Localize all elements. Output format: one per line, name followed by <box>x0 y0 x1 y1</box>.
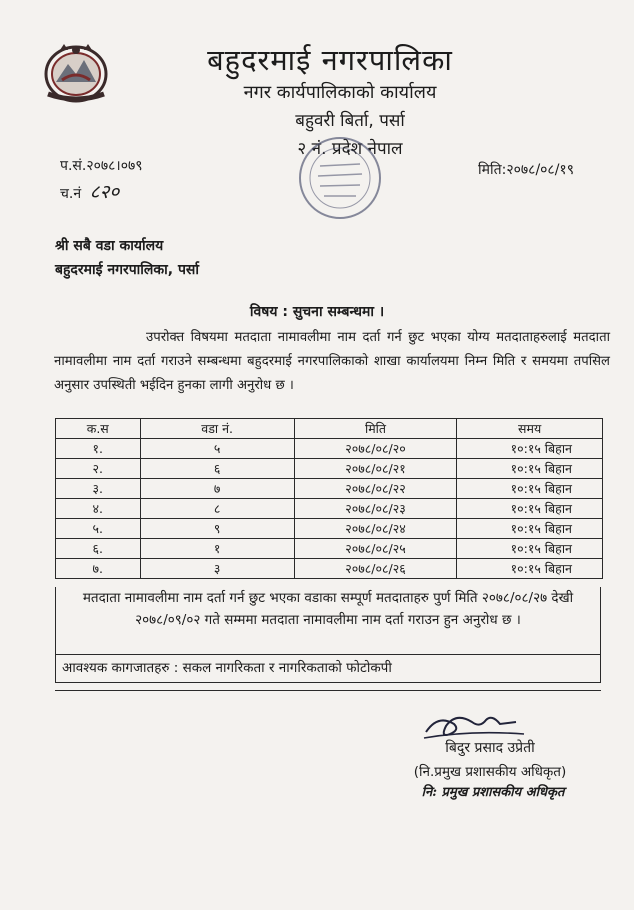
nepal-emblem-icon <box>40 40 112 108</box>
cell-ward: ८ <box>140 499 294 519</box>
cell-sn: ६. <box>56 539 141 559</box>
cell-sn: ४. <box>56 499 141 519</box>
table-row <box>56 539 603 559</box>
table-row <box>56 459 603 479</box>
signatory-name: बिदुर प्रसाद उप्रेती <box>445 740 535 756</box>
cell-ward: ३ <box>140 559 294 579</box>
cell-ward: ६ <box>140 459 294 479</box>
cell-sn: १. <box>56 439 141 459</box>
cell-time: १०:१५ बिहान <box>457 479 603 499</box>
header-sn: क.स <box>56 419 141 439</box>
header-date: मिति <box>294 419 457 439</box>
cell-sn: ३. <box>56 479 141 499</box>
subject-line: विषय : सुचना सम्बन्धमा । <box>249 304 385 320</box>
cell-ward: ९ <box>140 519 294 539</box>
cell-ward: ५ <box>140 439 294 459</box>
cell-date: २०७८/०८/२१ <box>294 459 457 479</box>
cell-date: २०७८/०८/२४ <box>294 519 457 539</box>
organization-name: बहुदरमाई नगरपालिका <box>207 43 453 77</box>
divider <box>55 690 601 691</box>
chalani-value: ८२० <box>89 181 120 203</box>
table-row <box>56 499 603 519</box>
table-row <box>56 519 603 539</box>
body-paragraph: उपरोक्त विषयमा मतदाता नामावलीमा नाम दर्ता गर्न छुट भएका योग्य मतदाताहरुलाई मतदाता नामावलीमा नाम दर्ता गराउने सम्बन्धमा बहुदरमाई नगरपालिकाको शाखा कार्यालयमा निम्न मिति र समयमा तपसिल अनुसार उपस्थिती भईदिन हुनका लागी अनुरोध छ । <box>54 330 610 393</box>
cell-date: २०७८/०८/२६ <box>294 559 457 579</box>
cell-date: २०७८/०८/२५ <box>294 539 457 559</box>
schedule-table <box>55 418 603 579</box>
cell-ward: ७ <box>140 479 294 499</box>
header-ward: वडा नं. <box>140 419 294 439</box>
chalani-number <box>60 178 119 204</box>
cell-time: १०:१५ बिहान <box>457 519 603 539</box>
table-row <box>56 479 603 499</box>
cell-sn: २. <box>56 459 141 479</box>
address-line-1: बहुवरी बिर्ता, पर्सा <box>295 111 405 131</box>
table-row <box>56 439 603 459</box>
table-row <box>56 559 603 579</box>
chalani-label: च.नं <box>60 186 82 202</box>
note-box: मतदाता नामावलीमा नाम दर्ता गर्न छुट भएका वडाका सम्पूर्ण मतदाताहरु पुर्ण मिति २०७८/०८/२७ देखी २०७८/०९/०२ गते सम्ममा मतदाता नामावलीमा नाम दर्ता गराउन हुन अनुरोध छ । <box>55 587 601 655</box>
recipient-line-1: श्री सबै वडा कार्यालय <box>55 238 164 254</box>
cell-time: १०:१५ बिहान <box>457 499 603 519</box>
cell-time: १०:१५ बिहान <box>457 559 603 579</box>
cell-ward: १ <box>140 539 294 559</box>
cell-date: २०७८/०८/२२ <box>294 479 457 499</box>
signatory-title: (नि.प्रमुख प्रशासकीय अधिकृत) <box>413 764 567 780</box>
header-time: समय <box>457 419 603 439</box>
recipient-line-2: बहुदरमाई नगरपालिका, पर्सा <box>55 262 200 278</box>
signatory-stamp: नि: प्रमुख प्रशासकीय अधिकृत <box>421 785 565 800</box>
letter-date: मिति:२०७८/०८/१९ <box>478 162 574 178</box>
address-line-2: २ नं. प्रदेश नेपाल <box>297 139 403 159</box>
cell-date: २०७८/०८/२३ <box>294 499 457 519</box>
reference-number: प.सं.२०७८।०७९ <box>60 158 143 174</box>
cell-sn: ५. <box>56 519 141 539</box>
cell-time: १०:१५ बिहान <box>457 539 603 559</box>
office-stamp-icon <box>290 130 390 225</box>
cell-time: १०:१५ बिहान <box>457 459 603 479</box>
cell-sn: ७. <box>56 559 141 579</box>
required-documents: आवश्यक कागजातहरु : सकल नागरिकता र नागरिकताको फोटोकपी <box>55 655 601 683</box>
table-header-row <box>56 419 603 439</box>
office-name: नगर कार्यपालिकाको कार्यालय <box>243 82 437 103</box>
cell-time: १०:१५ बिहान <box>457 439 603 459</box>
cell-date: २०७८/०८/२० <box>294 439 457 459</box>
